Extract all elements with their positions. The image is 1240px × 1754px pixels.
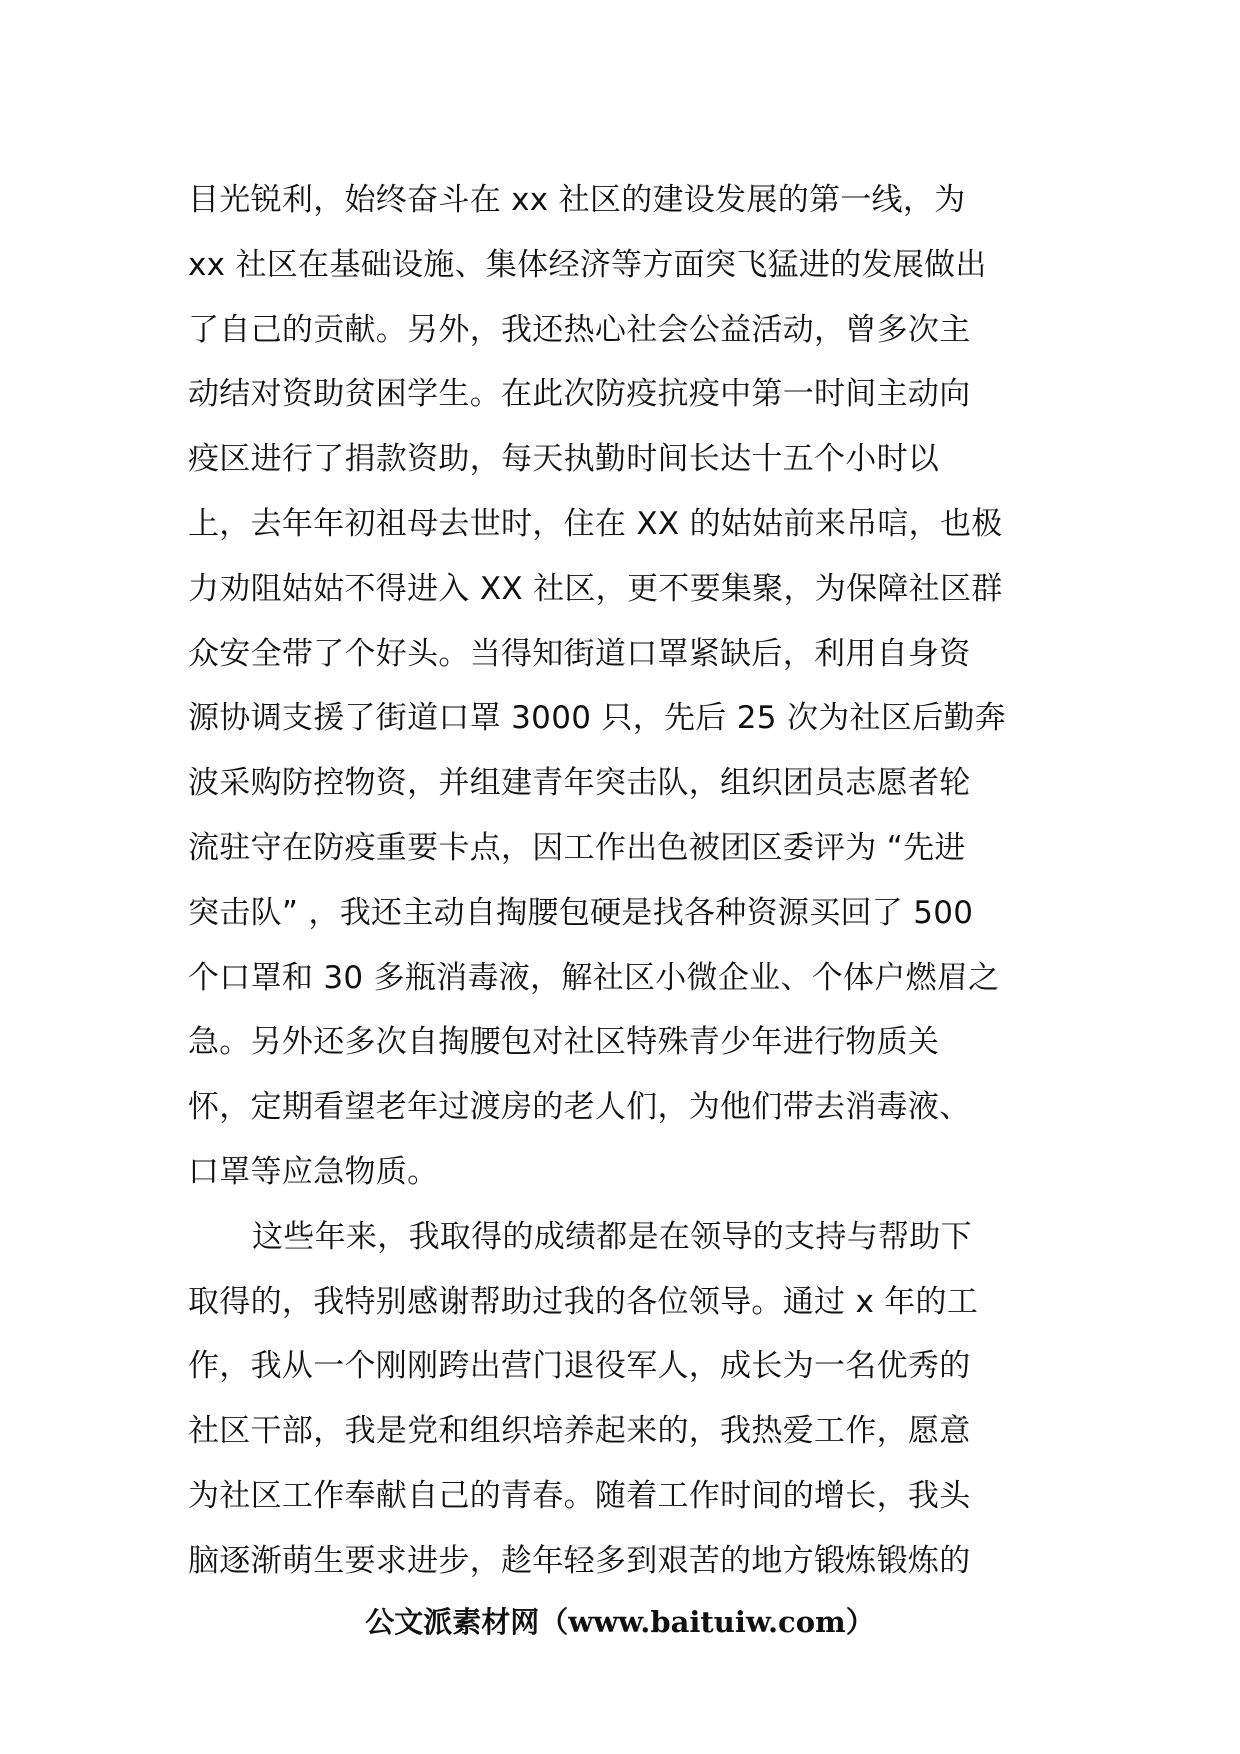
text-line: 作，我从一个刚刚跨出营门退役军人，成长为一名优秀的	[188, 1348, 971, 1385]
text-line: 社区干部，我是党和组织培养起来的，我热爱工作，愿意	[188, 1413, 971, 1450]
page-footer: 公文派素材网（www.baituiw.com）	[365, 1605, 875, 1639]
text-line: 力劝阻姑姑不得进入 XX 社区，更不要集聚，为保障社区群	[188, 570, 1003, 607]
text-line: 目光锐利，始终奋斗在 xx 社区的建设发展的第一线，为	[188, 182, 966, 218]
paragraph-first-line: 这些年来，我取得的成绩都是在领导的支持与帮助下	[252, 1218, 972, 1255]
text-line: 个口罩和 30 多瓶消毒液，解社区小微企业、个体户燃眉之	[188, 959, 1000, 996]
text-line: 上，去年年初祖母去世时，住在 XX 的姑姑前来吊唁，也极	[188, 505, 1003, 542]
text-line: 疫区进行了捐款资助，每天执勤时间长达十五个小时以	[188, 441, 940, 478]
text-line: 口罩等应急物质。	[188, 1153, 439, 1190]
document-body	[188, 168, 1068, 1594]
text-line: 怀，定期看望老年过渡房的老人们，为他们带去消毒液、	[188, 1089, 971, 1126]
text-line: 取得的，我特别感谢帮助过我的各位领导。通过 x 年的工	[188, 1283, 979, 1320]
text-line: 脑逐渐萌生要求进步，趁年轻多到艰苦的地方锻炼锻炼的	[188, 1542, 971, 1579]
text-line: 源协调支援了街道口罩 3000 只，先后 25 次为社区后勤奔	[188, 700, 1007, 737]
text-line: 了自己的贡献。另外，我还热心社会公益活动，曾多次主	[188, 311, 971, 348]
text-line: 突击队” ，我还主动自掏腰包硬是找各种资源买回了 500	[188, 894, 974, 931]
text-line: 波采购防控物资，并组建青年突击队，组织团员志愿者轮	[188, 765, 971, 802]
text-line: 众安全带了个好头。当得知街道口罩紧缺后，利用自身资	[188, 635, 971, 672]
text-line: 急。另外还多次自掏腰包对社区特殊青少年进行物质关	[188, 1024, 940, 1061]
text-line: 为社区工作奉献自己的青春。随着工作时间的增长，我头	[188, 1477, 971, 1514]
text-line: xx 社区在基础设施、集体经济等方面突飞猛进的发展做出	[188, 246, 987, 283]
text-line: 动结对资助贫困学生。在此次防疫抗疫中第一时间主动向	[188, 376, 971, 413]
text-line: 流驻守在防疫重要卡点，因工作出色被团区委评为 “先进	[188, 829, 966, 866]
